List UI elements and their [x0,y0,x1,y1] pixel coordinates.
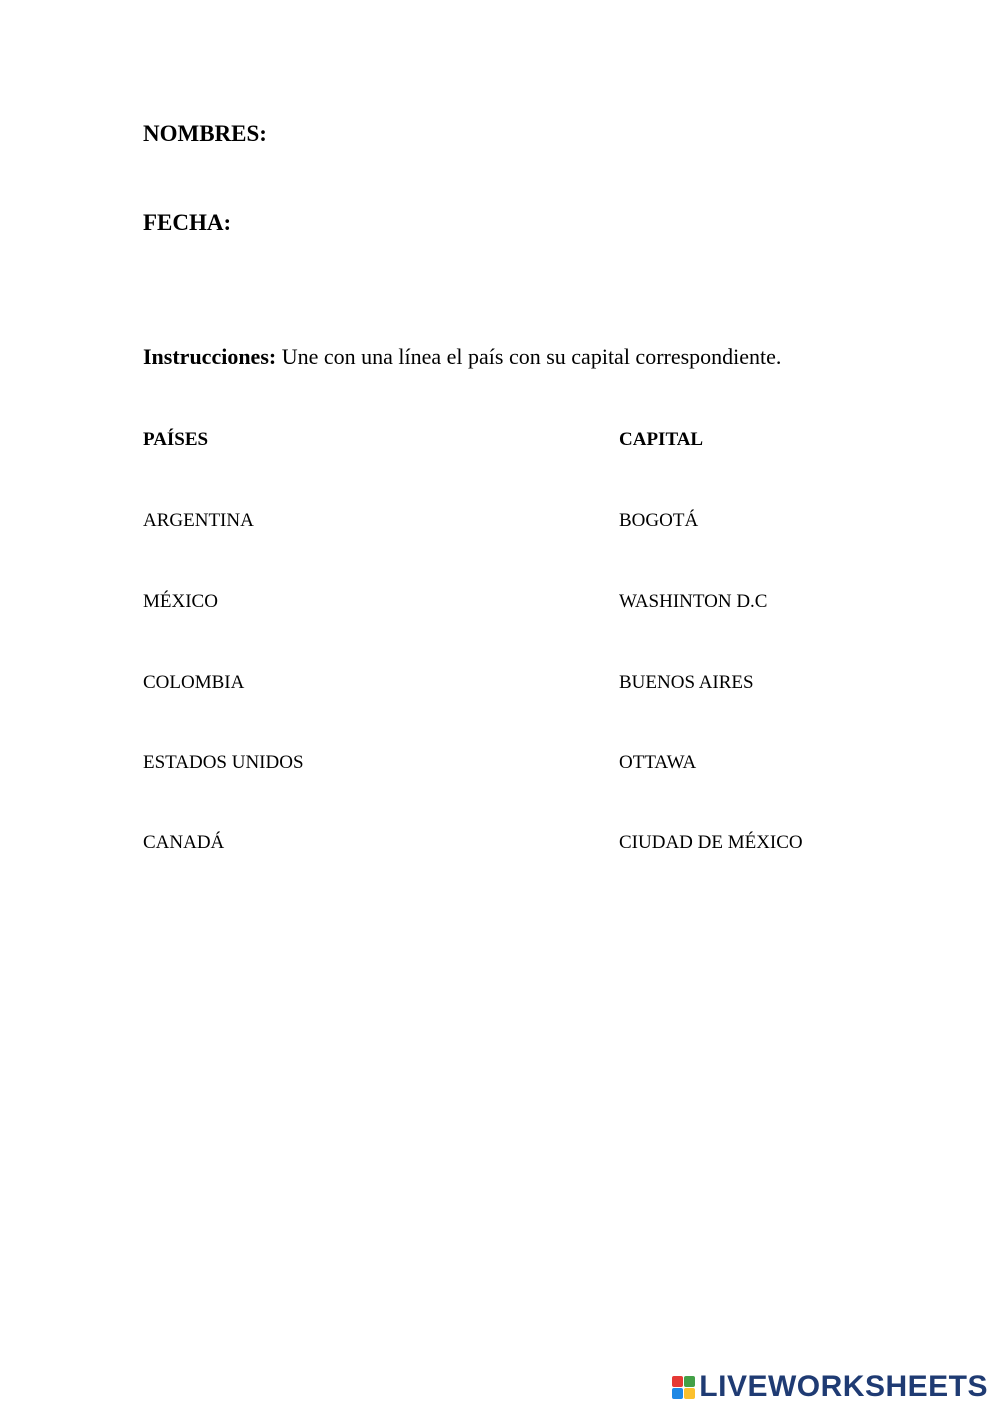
logo-mark-square [684,1376,695,1387]
nombres-label: NOMBRES: [143,121,267,146]
capital-item[interactable]: CIUDAD DE MÉXICO [619,832,803,853]
instructions [143,346,781,368]
logo-mark-square [672,1376,683,1387]
country-item[interactable]: COLOMBIA [143,672,245,693]
country-item[interactable]: ARGENTINA [143,510,254,531]
country-item[interactable]: MÉXICO [143,591,218,612]
instructions-label: Instrucciones: [143,344,277,369]
logo-mark-icon [672,1376,695,1399]
logo-mark-square [672,1388,683,1399]
capitals-header: CAPITAL [619,429,704,450]
country-item[interactable]: ESTADOS UNIDOS [143,752,304,773]
instructions-text: Une con una línea el país con su capital correspondiente. [276,344,782,369]
countries-header: PAÍSES [143,429,209,450]
capital-item[interactable]: BOGOTÁ [619,510,699,531]
capital-item[interactable]: BUENOS AIRES [619,672,754,693]
logo-mark-square [684,1388,695,1399]
liveworksheets-logo [672,1372,988,1402]
fecha-label: FECHA: [143,210,232,235]
country-item[interactable]: CANADÁ [143,832,225,853]
capital-item[interactable]: WASHINTON D.C [619,591,768,612]
logo-text: LIVEWORKSHEETS [699,1370,988,1403]
capital-item[interactable]: OTTAWA [619,752,697,773]
